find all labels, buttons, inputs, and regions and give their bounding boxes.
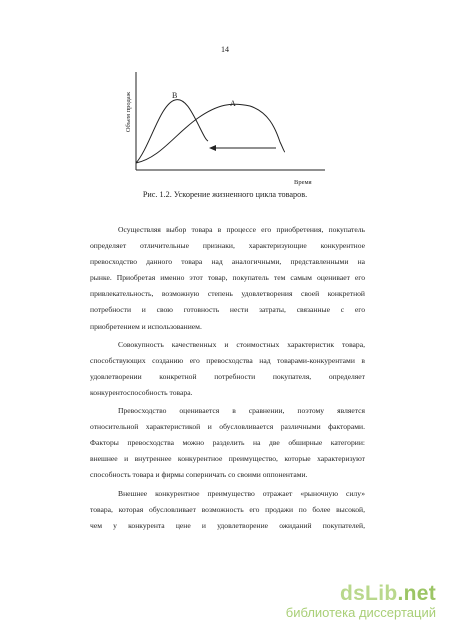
paragraph-4: [90, 486, 365, 534]
text-line: Превосходство оценивается в сравнении, поэтому является: [118, 406, 365, 416]
watermark-brand: [266, 583, 436, 604]
text-line: Внешнее конкурентное преимущество отражает «рыночную силу»: [118, 488, 365, 498]
text-line: чем у конкурента цене и удовлетворение ожиданий покупателей,: [90, 520, 365, 530]
text-line: удовлетворении конкретной потребности покупателя, определяет: [90, 371, 365, 381]
y-axis-label: Объем продаж: [125, 91, 132, 133]
acceleration-arrow-head: [209, 145, 216, 151]
text-line: способность товара и фирмы соперничать со своими оппонентами.: [90, 470, 308, 480]
text-line: конкурентоспособность товара.: [90, 387, 193, 397]
paragraph-1: [90, 222, 365, 335]
curve-b-label: B: [172, 91, 178, 100]
watermark-brand-part2: .net: [397, 582, 436, 605]
text-line: Факторы превосходства можно разделить на две обширные категории:: [90, 438, 365, 448]
text-line: приобретением и использованием.: [90, 321, 202, 331]
lifecycle-figure: [120, 62, 330, 202]
text-line: рынке. Приобретая именно этот товар, покупатель тем самым оценивает его: [90, 273, 365, 283]
curve-a: [136, 104, 285, 163]
text-line: превосходство данного товара над аналогичными, представленными на: [90, 257, 365, 267]
text-line: товара, которая обусловливает возможность его продажи по более высокой,: [90, 504, 365, 514]
text-line: относительной характеристикой и обусловливается различными факторами.: [90, 422, 365, 432]
paragraph-3: [90, 403, 365, 483]
watermark-brand-part1: dsLib: [339, 582, 398, 605]
curve-a-label: A: [230, 99, 236, 108]
text-line: привлекательность, возможную степень удовлетворения своей конкретной: [90, 289, 365, 299]
page-number: 14: [221, 45, 229, 54]
watermark-subtitle: библиотека диссертаций: [285, 605, 436, 620]
body-text: [90, 222, 365, 534]
paragraph-2: [90, 337, 365, 401]
dslib-watermark: [266, 583, 436, 620]
text-line: Совокупность качественных и стоимостных характеристик товара,: [118, 339, 365, 349]
text-line: Осуществляя выбор товара в процессе его приобретения, покупатель: [118, 225, 365, 234]
text-line: внешнее и внутреннее конкурентное преимущество, которые характеризуют: [90, 454, 365, 464]
figure-caption: Рис. 1.2. Ускорение жизненного цикла товаров.: [142, 190, 308, 199]
text-line: определяет отличительные признаки, характеризующие конкурентное: [90, 241, 365, 251]
lifecycle-chart: [120, 62, 330, 192]
curve-b: [136, 100, 208, 163]
text-line: потребности и свою готовность нести затраты, связанные с его: [90, 305, 365, 315]
x-axis-label: Время: [294, 179, 312, 186]
text-line: способствующих созданию его превосходства над товарами-конкурентами в: [90, 355, 365, 365]
